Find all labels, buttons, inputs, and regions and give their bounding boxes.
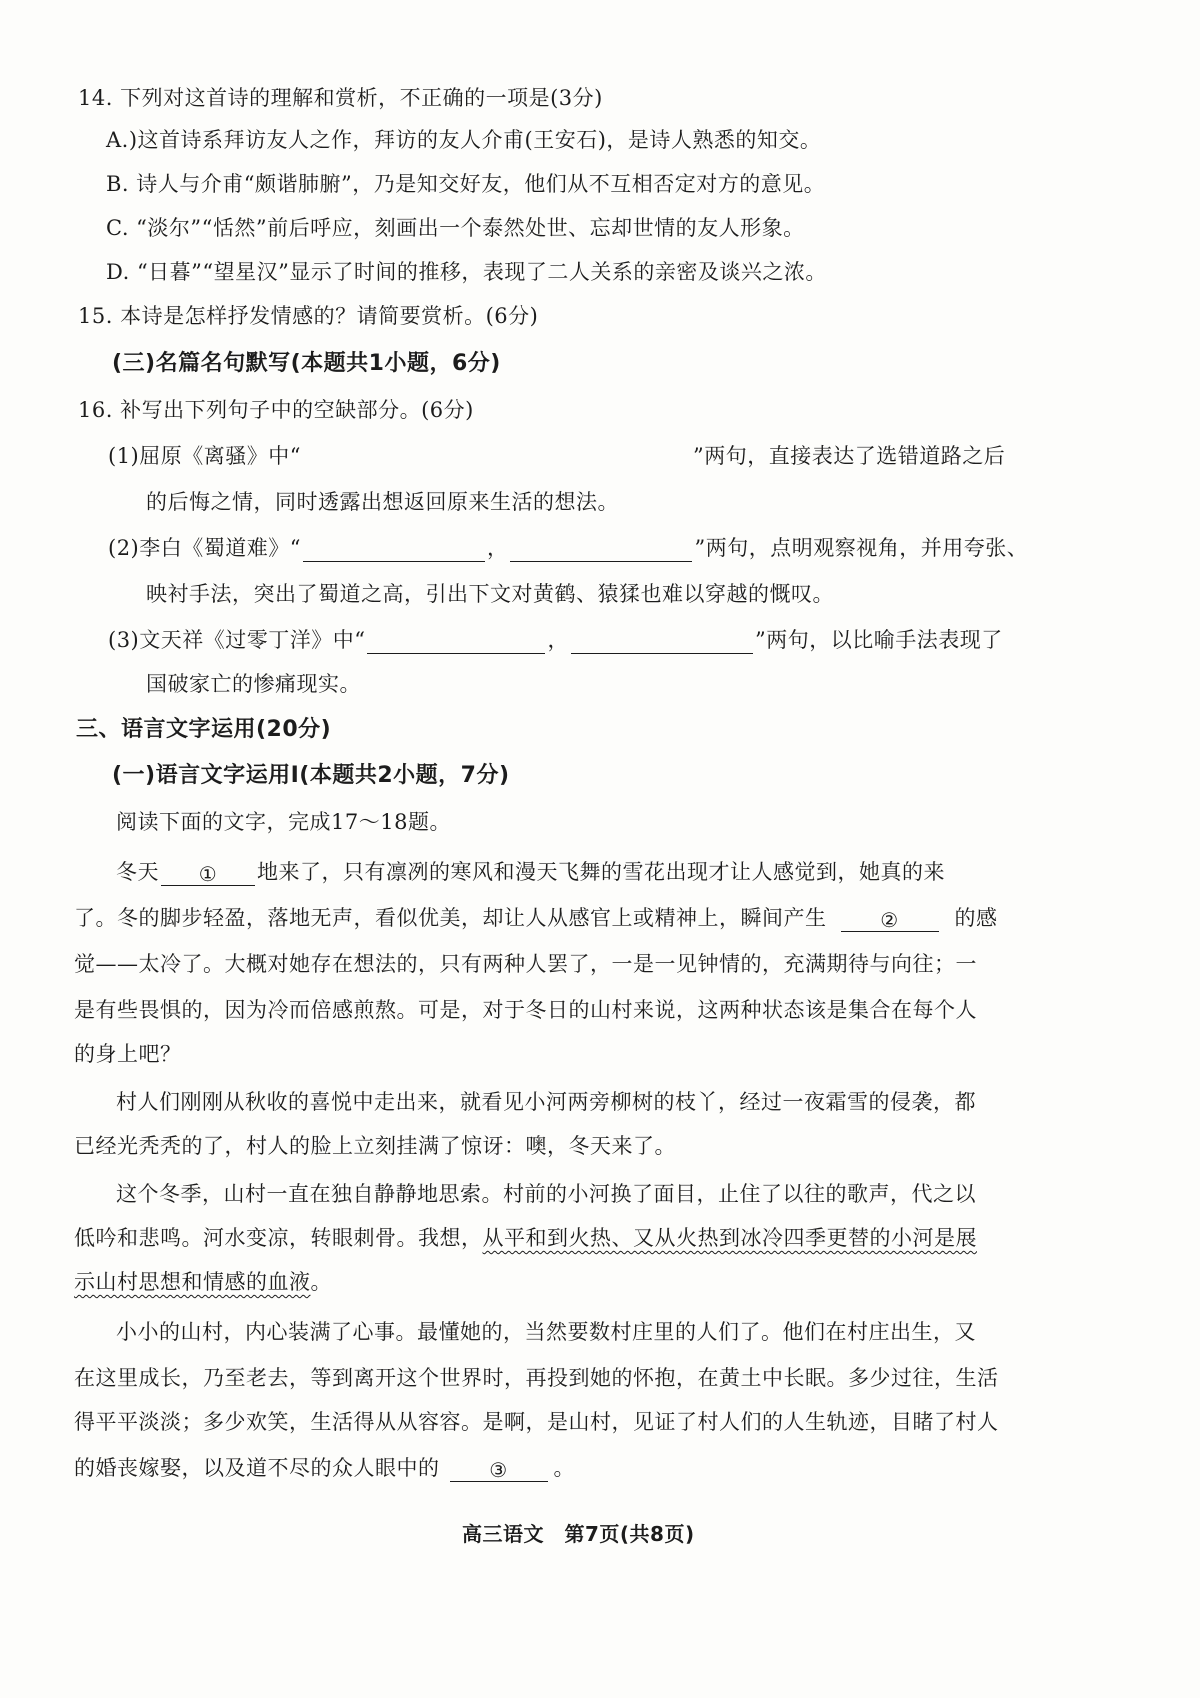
passage-p4-line3: 得平平淡淡；多少欢笑，生活得从从容容。是啊，是山村，见证了村人们的人生轨迹，目睹了村人 (74, 1410, 999, 1434)
q14-option-a: A.)这首诗系拜访友人之作，拜访的友人介甫(王安石)，是诗人熟悉的知交。 (106, 128, 822, 152)
q14-stem: 14. 下列对这首诗的理解和赏析，不正确的一项是(3分) (78, 86, 603, 110)
passage-p2-line2: 已经光秃秃的了，村人的脸上立刻挂满了惊讶：噢，冬天来了。 (74, 1134, 676, 1158)
passage-p4-line4 (74, 1452, 575, 1482)
q16-item2-suffix: ”两句，点明观察视角，并用夸张、 (694, 536, 1029, 560)
passage-p4-line1: 小小的山村，内心装满了心事。最懂她的，当然要数村庄里的人们了。他们在村庄出生，又 (116, 1320, 976, 1344)
q16-stem: 16. 补写出下列句子中的空缺部分。(6分) (78, 398, 474, 422)
q16-item2-comma: ， (486, 536, 509, 560)
wavy-underlined-sentence: 从平和到火热、又从火热到冰冷四季更替的小河是展 (482, 1226, 977, 1250)
q15-stem: 15. 本诗是怎样抒发情感的？请简要赏析。(6分) (78, 304, 539, 328)
passage-p4-line2: 在这里成长，乃至老去，等到离开这个世界时，再投到她的怀抱，在黄土中长眠。多少过往，生活 (74, 1366, 999, 1390)
passage-p1-line5: 的身上吧？ (74, 1042, 182, 1066)
page-footer: 高三语文 第7页(共8页) (462, 1522, 695, 1546)
q16-item3-suffix: ”两句，以比喻手法表现了 (754, 628, 1003, 652)
part3-title: 三、语言文字运用(20分) (76, 717, 332, 742)
passage-blank-2[interactable]: ② (841, 909, 939, 932)
q16-item1-prefix: (1)屈原《离骚》中“ (108, 444, 301, 468)
section-san-title: (三)名篇名句默写(本题共1小题，6分) (112, 351, 501, 376)
passage-blank-3[interactable]: ③ (450, 1459, 548, 1482)
passage-p1-line4: 是有些畏惧的，因为冷而倍感煎熬。可是，对于冬日的山村来说，这两种状态该是集合在每个人 (74, 998, 977, 1022)
passage-text: 。 (310, 1270, 332, 1294)
passage-p1-line3: 觉——太冷了。大概对她存在想法的，只有两种人罢了，一是一见钟情的，充满期待与向往；一 (74, 952, 977, 976)
passage-p3-line3 (74, 1266, 332, 1296)
q16-item2-line2: 映衬手法，突出了蜀道之高，引出下文对黄鹤、猿猱也难以穿越的慨叹。 (146, 582, 834, 606)
q16-item2-prefix: (2)李白《蜀道难》“ (108, 536, 301, 560)
q16-item3-line2: 国破家亡的惨痛现实。 (146, 672, 361, 696)
passage-p3-line2 (74, 1222, 977, 1252)
part3-instruction: 阅读下面的文字，完成17～18题。 (116, 810, 451, 834)
passage-text: 地来了，只有凛冽的寒风和漫天飞舞的雪花出现才让人感觉到，她真的来 (257, 860, 945, 884)
passage-p3-line1: 这个冬季，山村一直在独自静静地思索。村前的小河换了面目，止住了以往的歌声，代之以 (116, 1182, 976, 1206)
q16-item1-suffix: ”两句，直接表达了选错道路之后 (692, 444, 1006, 468)
q16-item2 (108, 532, 1028, 562)
q16-item1-line2: 的后悔之情，同时透露出想返回原来生活的想法。 (146, 490, 619, 514)
q16-item2-blank-2[interactable] (510, 539, 692, 562)
passage-blank-1[interactable]: ① (161, 863, 255, 886)
passage-p1-line1 (116, 856, 945, 886)
passage-p2-line1: 村人们刚刚从秋收的喜悦中走出来，就看见小河两旁柳树的枝丫，经过一夜霜雪的侵袭，都 (116, 1090, 976, 1114)
q14-option-d: D. “日暮”“望星汉”显示了时间的推移，表现了二人关系的亲密及谈兴之浓。 (106, 260, 827, 284)
q14-option-c: C. “淡尔”“恬然”前后呼应，刻画出一个泰然处世、忘却世情的友人形象。 (106, 216, 805, 240)
q16-item2-blank-1[interactable] (303, 539, 485, 562)
q16-item3 (108, 624, 1003, 654)
q16-item3-comma: ， (547, 628, 569, 652)
passage-text: 低吟和悲鸣。河水变凉，转眼刺骨。我想， (74, 1226, 483, 1250)
q16-item3-blank-2[interactable] (571, 631, 753, 654)
part3-subtitle: (一)语言文字运用Ⅰ(本题共2小题，7分) (112, 763, 510, 788)
q16-item1 (108, 440, 1005, 470)
q16-item1-blank[interactable] (303, 448, 691, 470)
passage-text: 。 (553, 1456, 575, 1480)
q16-item3-blank-1[interactable] (367, 631, 545, 654)
passage-p1-line2 (74, 902, 998, 932)
passage-text: 冬天 (116, 860, 159, 884)
q16-item3-prefix: (3)文天祥《过零丁洋》中“ (108, 628, 366, 652)
wavy-underlined-sentence: 示山村思想和情感的血液 (74, 1270, 311, 1294)
passage-text: 的感 (954, 906, 998, 930)
passage-text: 了。冬的脚步轻盈，落地无声，看似优美，却让人从感官上或精神上，瞬间产生 (74, 906, 827, 930)
passage-text: 的婚丧嫁娶，以及道不尽的众人眼中的 (74, 1456, 440, 1480)
q14-option-b: B. 诗人与介甫“颇谐肺腑”，乃是知交好友，他们从不互相否定对方的意见。 (106, 172, 826, 196)
